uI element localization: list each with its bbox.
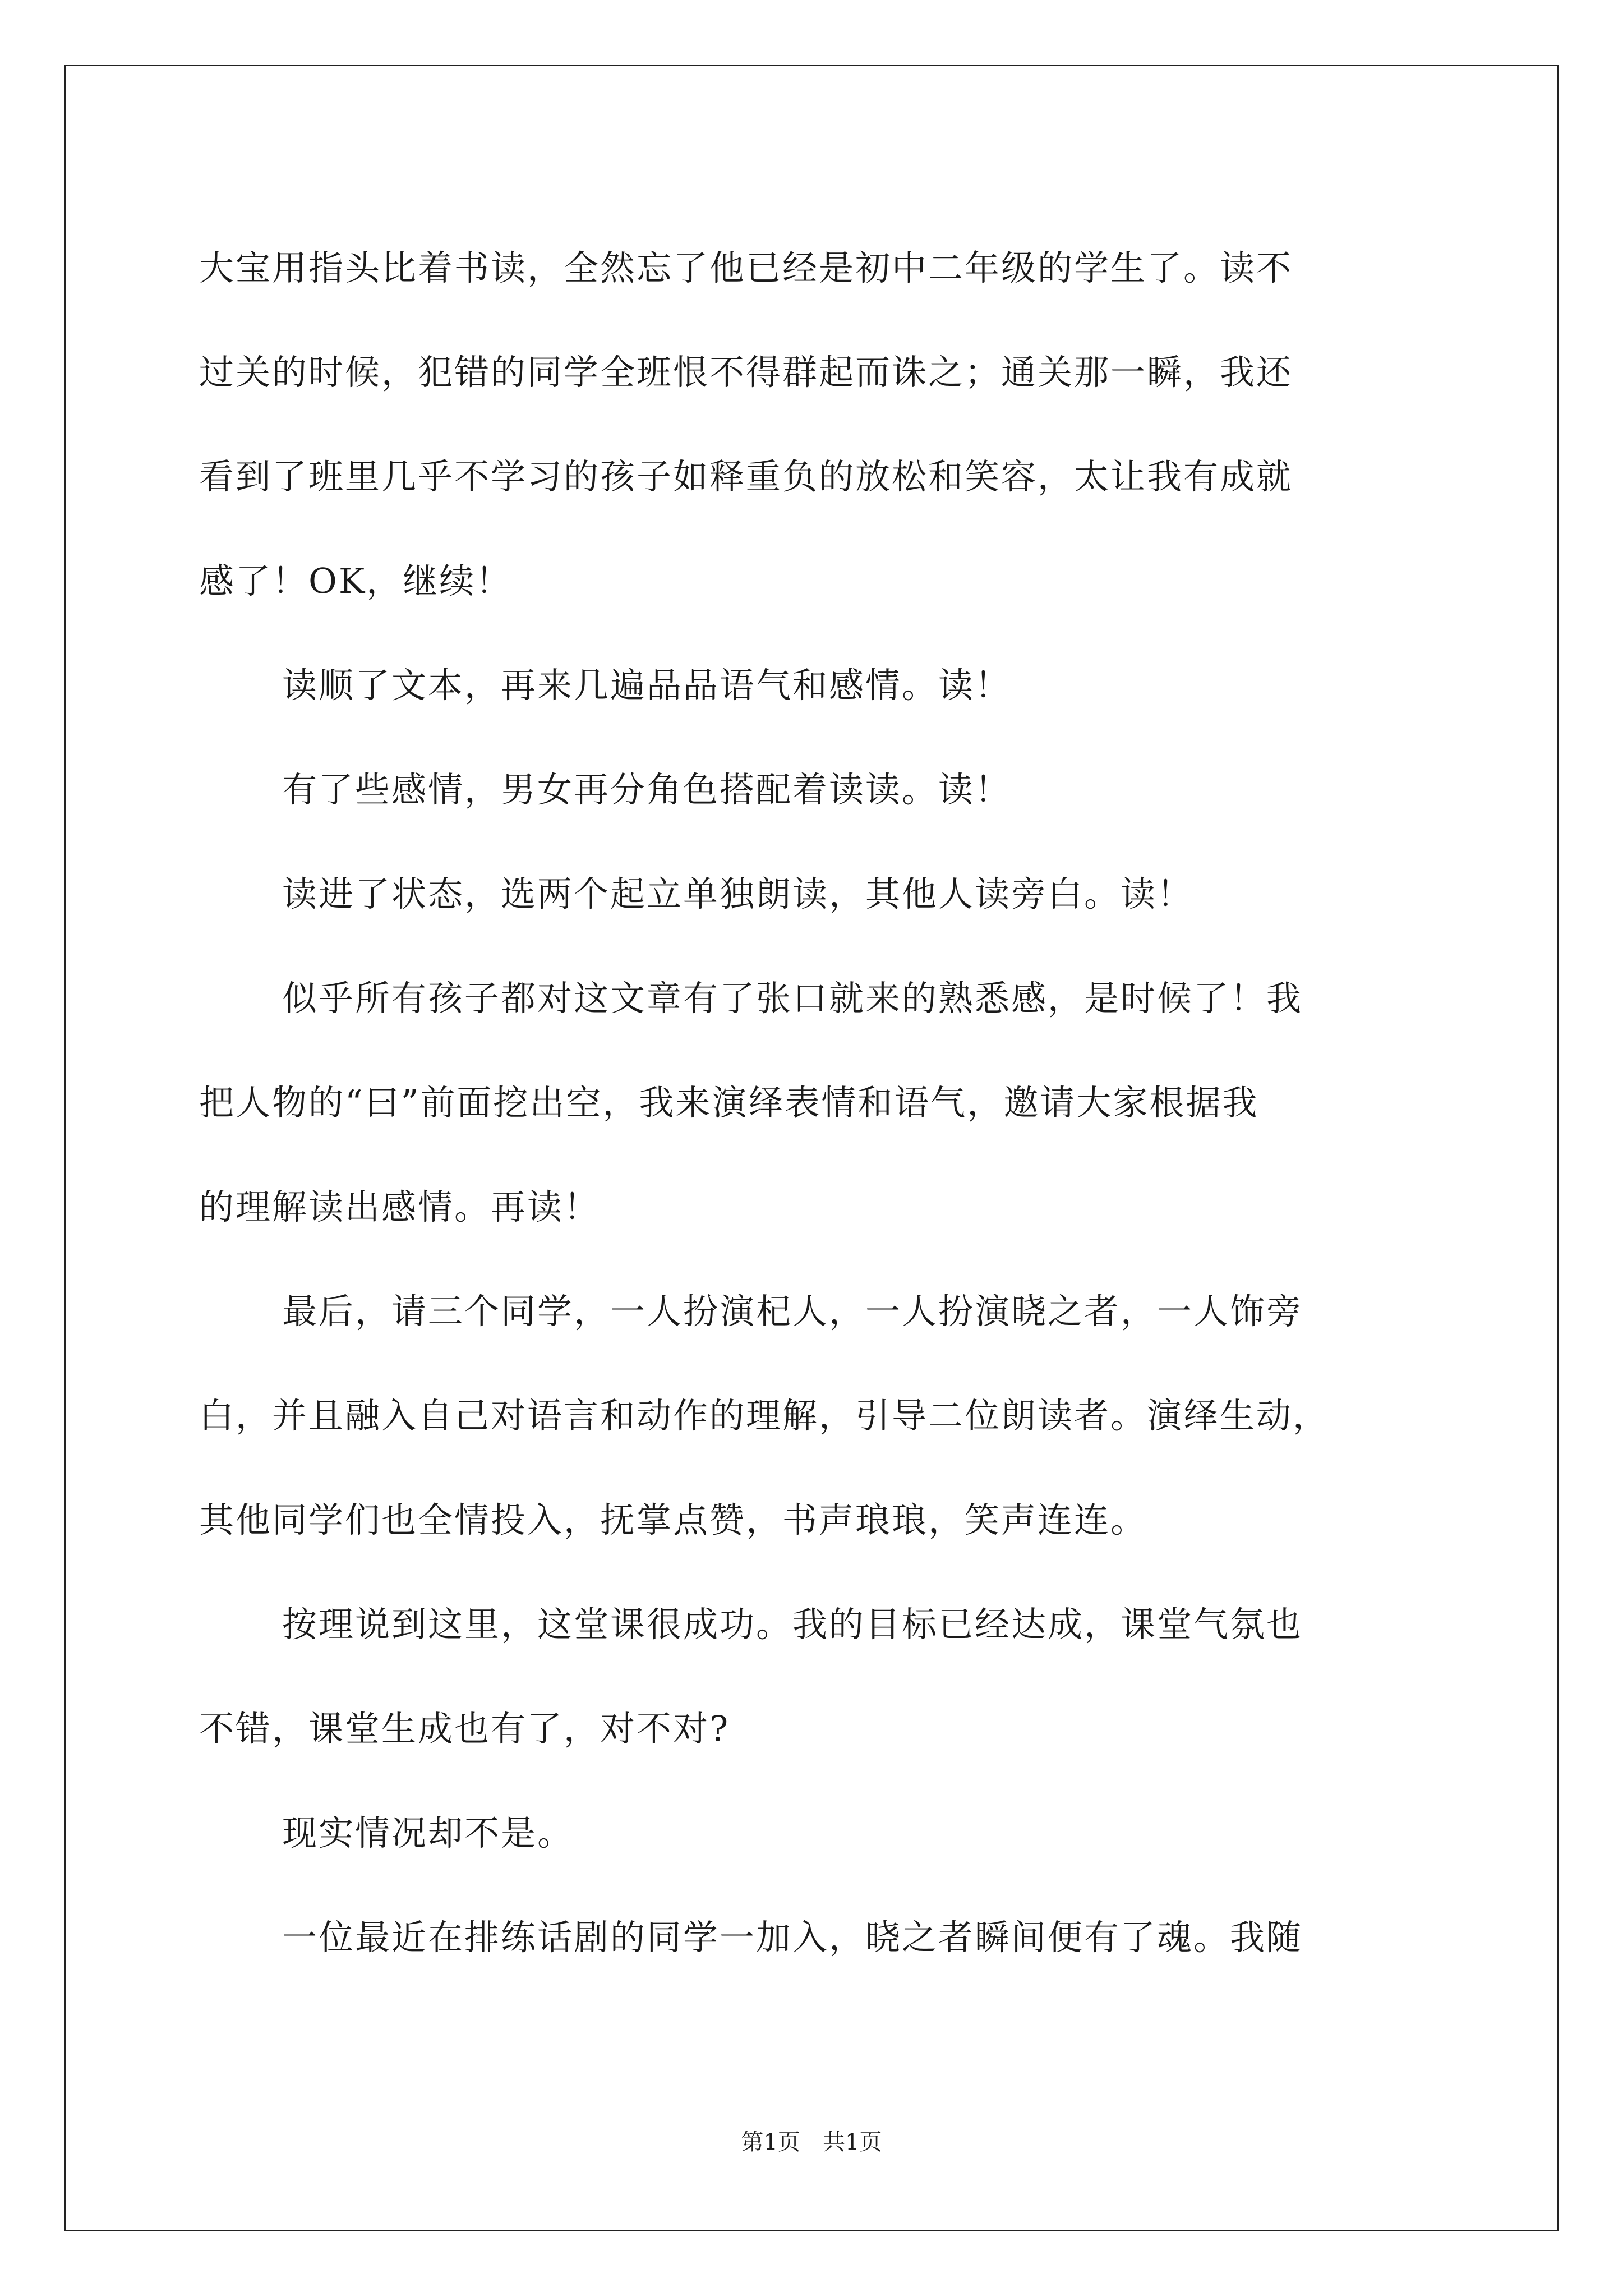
paragraph-line: 最后，请三个同学，一人扮演杞人，一人扮演晓之者，一人饰旁	[282, 1291, 1303, 1332]
paragraph-line: 似乎所有孩子都对这文章有了张口就来的熟悉感，是时候了！我	[282, 978, 1303, 1019]
paragraph-line: 现实情况却不是。	[282, 1812, 574, 1853]
page-number-footer: 第1页 共1页	[741, 2129, 882, 2155]
text-line: 白，并且融入自己对语言和动作的理解，引导二位朗读者。演绎生动，	[199, 1395, 1330, 1436]
paragraph-line: 有了些感情，男女再分角色搭配着读读。读！	[282, 769, 1012, 810]
paragraph-line: 读顺了文本，再来几遍品品语气和感情。读！	[282, 665, 1012, 706]
paragraph-line: 一位最近在排练话剧的同学一加入，晓之者瞬间便有了魂。我随	[282, 1917, 1303, 1958]
text-line: 感了！OK，继续！	[199, 560, 513, 601]
document-body	[199, 216, 1433, 1990]
paragraph-line: 读进了状态，选两个起立单独朗读，其他人读旁白。读！	[282, 873, 1194, 914]
text-line: 不错，课堂生成也有了，对不对?	[199, 1708, 730, 1749]
text-line: 过关的时候，犯错的同学全班恨不得群起而诛之；通关那一瞬，我还	[199, 352, 1293, 393]
text-line: 的理解读出感情。再读！	[199, 1186, 601, 1227]
text-line: 其他同学们也全情投入，抚掌点赞，书声琅琅，笑声连连。	[199, 1499, 1147, 1540]
text-line: 看到了班里几乎不学习的孩子如释重负的放松和笑容，太让我有成就	[199, 456, 1293, 497]
text-line: 大宝用指头比着书读，全然忘了他已经是初中二年级的学生了。读不	[199, 247, 1293, 288]
text-line: 把人物的“曰”前面挖出空，我来演绎表情和语气，邀请大家根据我	[199, 1082, 1259, 1123]
paragraph-line: 按理说到这里，这堂课很成功。我的目标已经达成，课堂气氛也	[282, 1604, 1303, 1645]
